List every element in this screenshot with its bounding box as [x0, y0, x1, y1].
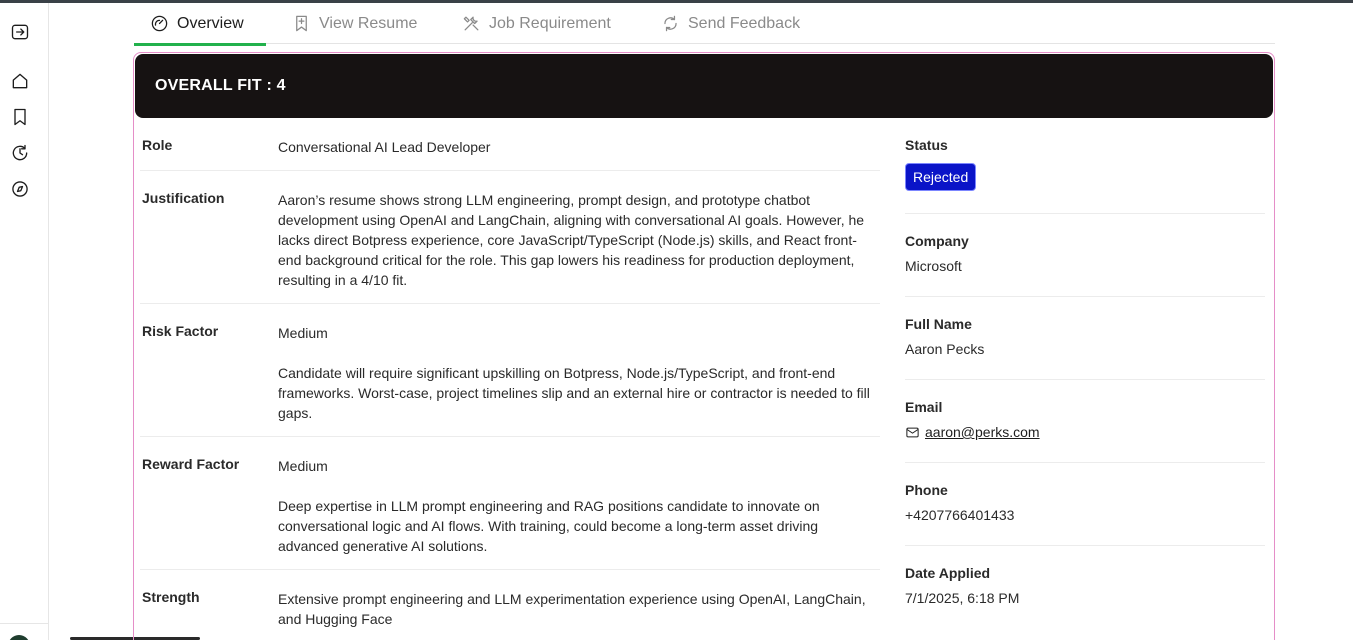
date-applied-field — [905, 546, 1265, 629]
candidate-details — [140, 118, 880, 640]
tab-job-requirement[interactable] — [446, 3, 627, 44]
detail-row-strength — [140, 570, 880, 640]
phone-label: Phone — [905, 482, 948, 498]
tab-overview[interactable] — [134, 3, 266, 44]
tools-icon — [462, 14, 481, 33]
reward-level: Medium — [278, 458, 328, 474]
email-line — [905, 424, 1265, 440]
tab-bar — [134, 3, 1275, 44]
mail-icon — [905, 425, 920, 440]
tab-view-resume[interactable] — [276, 3, 433, 44]
role-value: Conversational AI Lead Developer — [278, 139, 491, 155]
refresh-icon — [661, 14, 680, 33]
strength-label: Strength — [142, 589, 200, 605]
overall-fit-banner — [135, 54, 1273, 118]
email-label: Email — [905, 399, 943, 415]
detail-row-reward-factor — [140, 437, 880, 570]
tab-label: Send Feedback — [688, 14, 801, 32]
tab-label: Overview — [177, 14, 244, 32]
reward-description: Deep expertise in LLM prompt engineering and RAG positions candidate to innovate on conversational logic and AI flows. With training, could become a long-term asset driving advanced generative AI solutions. — [278, 498, 820, 554]
gauge-icon — [150, 14, 169, 33]
reward-factor-value — [278, 437, 880, 556]
risk-level: Medium — [278, 325, 328, 341]
risk-description: Candidate will require significant upskilling on Botpress, Node.js/TypeScript, and front-end frameworks. Worst-case, project timelines slip and an external hire or contractor is needed to fill gaps. — [278, 365, 870, 421]
history-icon[interactable] — [9, 142, 31, 164]
full-name-value: Aaron Pecks — [905, 341, 985, 357]
detail-row-justification — [140, 171, 880, 304]
email-link[interactable]: aaron@perks.com — [925, 424, 1040, 440]
candidate-summary — [905, 118, 1265, 629]
status-label: Status — [905, 137, 948, 153]
company-value: Microsoft — [905, 258, 962, 274]
strength-value: Extensive prompt engineering and LLM experimentation experience using OpenAI, LangChain, and Hugging Face — [278, 591, 866, 627]
compass-icon[interactable] — [9, 178, 31, 200]
detail-row-role — [140, 118, 880, 171]
detail-row-risk-factor — [140, 304, 880, 437]
full-name-label: Full Name — [905, 316, 972, 332]
date-applied-label: Date Applied — [905, 565, 991, 581]
company-label: Company — [905, 233, 969, 249]
role-label: Role — [142, 137, 173, 153]
reward-factor-label: Reward Factor — [142, 456, 240, 472]
company-field — [905, 214, 1265, 297]
full-name-field — [905, 297, 1265, 380]
risk-factor-value — [278, 304, 880, 423]
overall-fit-text: OVERALL FIT : 4 — [155, 77, 286, 94]
avatar[interactable] — [8, 635, 30, 640]
status-field — [905, 118, 1265, 214]
tab-label: View Resume — [319, 14, 418, 32]
rail-divider — [0, 623, 49, 624]
tab-send-feedback[interactable] — [645, 3, 816, 44]
status-badge: Rejected — [905, 163, 976, 191]
phone-value: +4207766401433 — [905, 507, 1015, 523]
bookmark-icon[interactable] — [9, 106, 31, 128]
tab-label: Job Requirement — [489, 14, 611, 32]
justification-value: Aaron’s resume shows strong LLM engineering, prompt design, and prototype chatbot development using OpenAI and LangChain, aligning with conversational AI goals. However, he lacks direct Botpress experience, core JavaScript/TypeScript (Node.js) skills, and React front-end background critical for the role. This gap lowers his readiness for production deployment, resulting in a 4/10 fit. — [278, 192, 865, 288]
home-icon[interactable] — [9, 70, 31, 92]
justification-label: Justification — [142, 190, 225, 206]
sidebar-rail — [0, 3, 49, 640]
email-field — [905, 380, 1265, 463]
risk-factor-label: Risk Factor — [142, 323, 219, 339]
date-applied-value: 7/1/2025, 6:18 PM — [905, 590, 1020, 606]
bookmark-icon — [292, 14, 311, 33]
phone-field — [905, 463, 1265, 546]
sign-in-icon[interactable] — [9, 21, 31, 43]
